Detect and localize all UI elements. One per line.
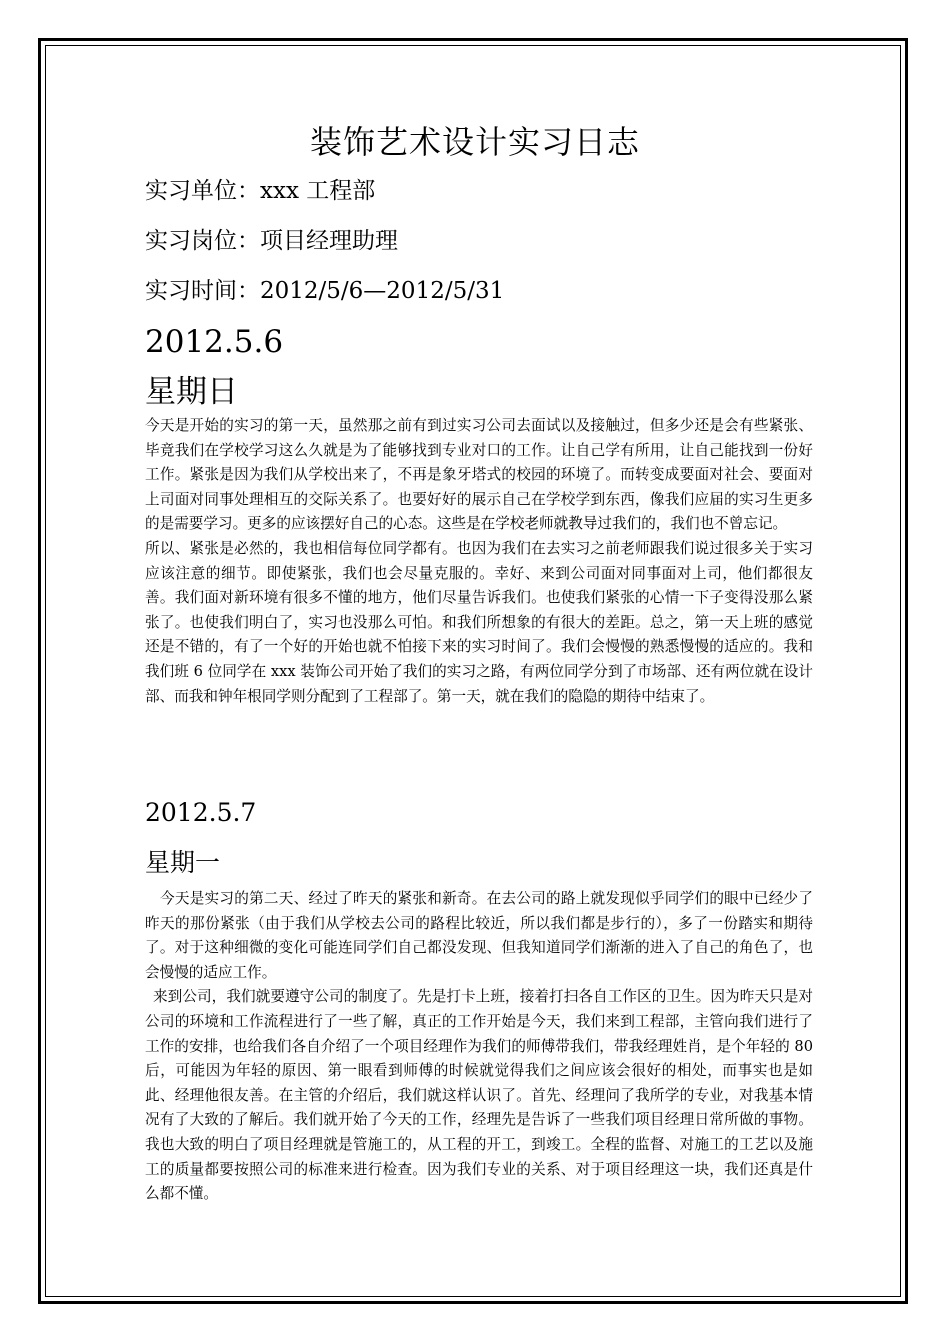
internship-period: 实习时间：2012/5/6—2012/5/31 [145,278,505,304]
internship-unit: 实习单位：xxx 工程部 [145,178,376,204]
entry-body [145,414,813,709]
entry-paragraph: 所以、紧张是必然的，我也相信每位同学都有。也因为我们在去实习之前老师跟我们说过很多关于实习应该注意的细节。即使紧张，我们也会尽量克服的。幸好、来到公司面对同事面对上司，他们都很友善。我们面对新环境有很多不懂的地方，他们尽量告诉我们。也使我们紧张的心情一下子变得没那么紧张了。也使我们明白了，实习也没那么可怕。和我们所想象的有很大的差距。总之，第一天上班的感觉还是不错的，有了一个好的开始也就不怕接下来的实习时间了。我们会慢慢的熟悉慢慢的适应的。我和我们班 6 位同学在 xxx 装饰公司开始了我们的实习之路，有两位同学分到了市场部、还有两位就在设计部、而我和钟年根同学则分配到了工程部了。第一天，就在我们的隐隐的期待中结束了。 [145,539,813,705]
entry-date: 2012.5.7 [145,798,257,827]
entry-weekday: 星期一 [145,848,221,877]
internship-position: 实习岗位：项目经理助理 [145,228,398,254]
document-title: 装饰艺术设计实习日志 [309,123,640,161]
entry-date: 2012.5.6 [145,324,284,360]
entry-paragraph: 今天是实习的第二天、经过了昨天的紧张和新奇。在去公司的路上就发现似乎同学们的眼中已经少了昨天的那份紧张（由于我们从学校去公司的路程比较近，所以我们都是步行的），多了一份踏实和期待了。对于这种细微的变化可能连同学们自己都没发现、但我知道同学们渐渐的进入了自己的角色了，也会慢慢的适应工作。 [145,890,813,981]
entry-paragraph: 今天是开始的实习的第一天，虽然那之前有到过实习公司去面试以及接触过，但多少还是会有些紧张、毕竟我们在学校学习这么久就是为了能够找到专业对口的工作。让自己学有所用，让自己能找到一份好工作。紧张是因为我们从学校出来了，不再是象牙塔式的校园的环境了。而转变成要面对社会、要面对上司面对同事处理相互的交际关系了。也要好好的展示自己在学校学到东西，像我们应届的实习生更多的是需要学习。更多的应该摆好自己的心态。这些是在学校老师就教导过我们的，我们也不曾忘记。 [145,417,813,533]
entry-body [145,887,813,1207]
entry-paragraph: 来到公司，我们就要遵守公司的制度了。先是打卡上班，接着打扫各自工作区的卫生。因为昨天只是对公司的环境和工作流程进行了一些了解，真正的工作开始是今天，我们来到工程部，主管向我们进行了工作的安排，也给我们各自介绍了一个项目经理作为我们的师傅带我们，带我经理姓肖，是个年轻的 80 后，可能因为年轻的原因、第一眼看到师傅的时候就觉得我们之间应该会很好的相处，而事实也是如此、经理他很友善。在主管的介绍后，我们就这样认识了。首先、经理问了我所学的专业，对我基本情况有了大致的了解后。我们就开始了今天的工作，经理先是告诉了一些我们项目经理日常所做的事物。我也大致的明白了项目经理就是管施工的，从工程的开工，到竣工。全程的监督、对施工的工艺以及施工的质量都要按照公司的标准来进行检查。因为我们专业的关系、对于项目经理这一块，我们还真是什么都不懂。 [145,988,813,1203]
entry-weekday: 星期日 [145,374,238,410]
